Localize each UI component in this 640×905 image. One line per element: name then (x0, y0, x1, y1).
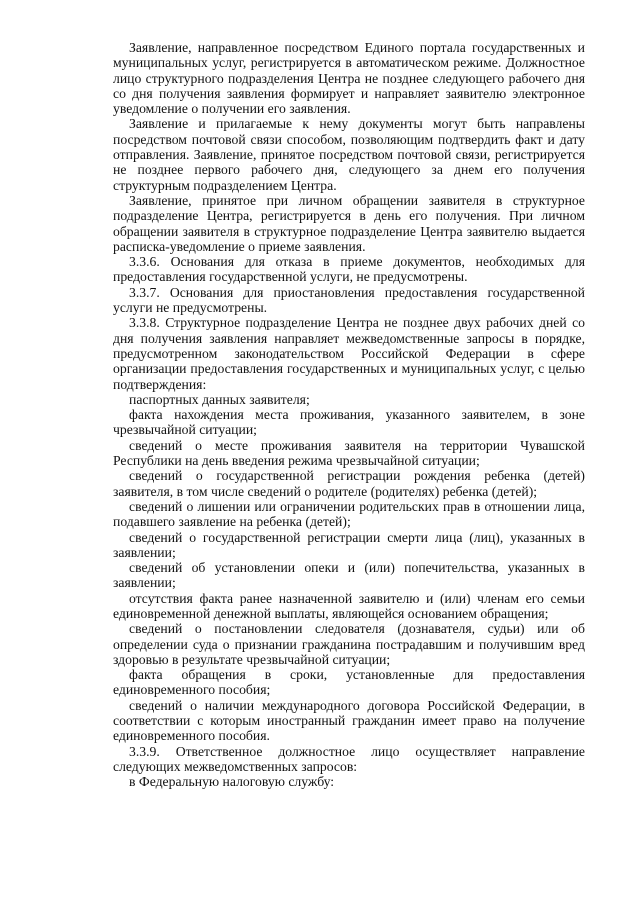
document-body (113, 40, 585, 790)
paragraph-personal-submission: Заявление, принятое при личном обращении заявителя в структурное подразделение Центра, регистрируется в день его получения. При личном обращении заявителя в структурное подразделение Центра заявителю выдается расписка-уведомление о приеме заявления. (113, 192, 585, 254)
list-item-residence-republic: сведений о месте проживания заявителя на территории Чувашской Республики на день введения режима чрезвычайной ситуации; (113, 437, 585, 469)
list-item-tax-service: в Федеральную налоговую службу: (129, 774, 335, 790)
list-item-birth-registration: сведений о государственной регистрации рождения ребенка (детей) заявителя, в том числе сведений о родителе (родителях) ребенка (детей); (113, 468, 585, 499)
paragraph-3-3-7: 3.3.7. Основания для приостановления предоставления государственной услуги не предусмотрены. (113, 284, 585, 316)
list-item-victim-status: сведений о постановлении следователя (дознавателя, судьи) или об определении суда о признании гражданина пострадавшим и получившим вред здоровью в результате чрезвычайной ситуации; (113, 621, 585, 667)
paragraph-epgu-registration: Заявление, направленное посредством Единого портала государственных и муниципальных услуг, регистрируется в автоматическом режиме. Должностное лицо структурного подразделения Центра не позднее следующего рабочего дня со дня получения заявления формирует и направляет заявителю электронное уведомление о получении его заявления. (113, 40, 585, 117)
list-item-prior-payment: отсутствия факта ранее назначенной заявителю и (или) членам его семьи единовременной денежной выплаты, являющейся основанием обращения; (113, 590, 585, 621)
paragraph-3-3-6: 3.3.6. Основания для отказа в приеме документов, необходимых для предоставления государственной услуги, не предусмотрены. (113, 254, 585, 285)
paragraph-postal-submission: Заявление и прилагаемые к нему документы могут быть направлены посредством почтовой связи способом, позволяющим подтвердить факт и дату отправления. Заявление, принятое посредством почтовой связи, регистрируется не позднее первого рабочего дня, следующего за днем его получения структурным подразделением Центра. (113, 116, 585, 193)
list-item-international-treaty: сведений о наличии международного договора Российской Федерации, в соответствии с которым иностранный гражданин имеет право на получение единовременного пособия. (113, 697, 585, 744)
list-item-passport: паспортных данных заявителя; (129, 391, 310, 407)
list-item-deadline: факта обращения в сроки, установленные для предоставления единовременного пособия; (113, 667, 585, 698)
list-item-parental-rights: сведений о лишении или ограничении родительских прав в отношении лица, подавшего заявление на ребенка (детей); (113, 498, 585, 530)
list-item-guardianship: сведений об установлении опеки и (или) попечительства, указанных в заявлении; (113, 560, 585, 591)
list-item-residence-zone: факта нахождения места проживания, указанного заявителем, в зоне чрезвычайной ситуации; (113, 407, 585, 438)
paragraph-3-3-9: 3.3.9. Ответственное должностное лицо осуществляет направление следующих межведомственных запросов: (113, 743, 585, 774)
list-item-death-registration: сведений о государственной регистрации смерти лица (лиц), указанных в заявлении; (113, 529, 585, 560)
paragraph-3-3-8: 3.3.8. Структурное подразделение Центра не позднее двух рабочих дней со дня получения заявления направляет межведомственные запросы в порядке, предусмотренном законодательством Российской Федерации в сфере организации предоставления государственных и муниципальных услуг, с целью подтверждения: (113, 315, 585, 392)
